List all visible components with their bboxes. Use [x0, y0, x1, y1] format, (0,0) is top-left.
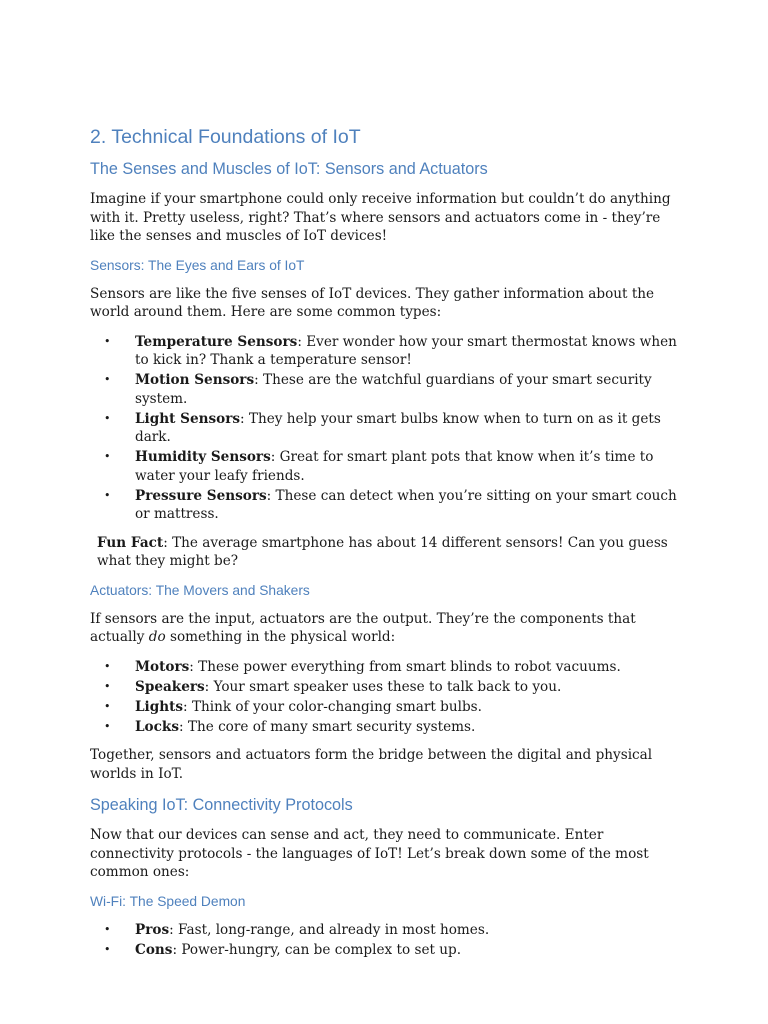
bullet-icon: • [104, 659, 111, 673]
bridge-paragraph: Together, sensors and actuators form the bridge between the digital and physical worlds in IoT. [90, 747, 653, 782]
list-item-term: Temperature Sensors [135, 333, 298, 350]
list-item-term: Humidity Sensors [135, 449, 271, 465]
list-item-term: Pros [135, 921, 170, 938]
list-item-term: Motors [135, 658, 190, 675]
list-item-term: Motion Sensors [135, 372, 255, 388]
list-item-term: Light Sensors [135, 410, 241, 427]
document-title: 2. Technical Foundations of IoT [90, 126, 361, 148]
subheading-sensors: Sensors: The Eyes and Ears of IoT [90, 257, 305, 273]
actuators-intro-text: If sensors are the input, actuators are the output. They’re the components that actually [90, 610, 636, 645]
bullet-icon: • [104, 699, 111, 713]
bullet-icon: • [104, 411, 111, 425]
bullet-icon: • [104, 719, 111, 733]
list-item-desc: : Think of your color-changing smart bulbs. [183, 698, 482, 715]
list-item-desc: : The core of many smart security systems. [178, 718, 476, 735]
list-item [90, 678, 684, 697]
actuators-intro-emphasis: do [148, 629, 166, 645]
list-item-desc: : Your smart speaker uses these to talk back to you. [204, 678, 562, 695]
list-item [90, 941, 684, 960]
list-item [90, 718, 684, 737]
bullet-icon: • [104, 922, 111, 936]
list-item [90, 658, 684, 677]
list-item-term: Pressure Sensors [135, 487, 267, 504]
bullet-icon: • [104, 450, 111, 463]
list-item-desc: : These can detect when you’re sitting on your smart couch or mattress. [135, 487, 677, 522]
list-item-desc: : Ever wonder how your smart thermostat knows when to kick in? Thank a temperature sensor! [135, 333, 677, 368]
bullet-icon: • [104, 488, 111, 502]
list-item-term: Lights [135, 698, 184, 715]
list-item-term: Cons [135, 941, 173, 958]
list-item-desc: : They help your smart bulbs know when to turn on as it gets dark. [135, 410, 661, 445]
bullet-icon: • [104, 334, 111, 348]
list-item [90, 410, 684, 447]
list-item [90, 333, 684, 370]
list-item [90, 487, 684, 524]
bullet-icon: • [104, 373, 111, 386]
intro-paragraph: Imagine if your smartphone could only receive information but couldn’t do anything with it. Pretty useless, right? That’s where sensors and actuators come in - they’re like the senses and muscles of IoT devices! [90, 191, 671, 244]
section-heading-connectivity: Speaking IoT: Connectivity Protocols [90, 796, 353, 814]
sensors-intro-paragraph: Sensors are like the five senses of IoT devices. They gather information about the world around them. Here are some common types: [90, 285, 655, 320]
subheading-actuators: Actuators: The Movers and Shakers [90, 582, 310, 598]
section-heading-sensors-actuators: The Senses and Muscles of IoT: Sensors and Actuators [90, 160, 488, 178]
fun-fact-label: Fun Fact [97, 534, 164, 551]
list-item [90, 698, 684, 717]
list-item-desc: : Great for smart plant pots that know when it’s time to water your leafy friends. [135, 449, 654, 484]
list-item-term: Locks [135, 718, 179, 735]
subheading-wifi: Wi-Fi: The Speed Demon [90, 893, 246, 909]
list-item-desc: : These power everything from smart blinds to robot vacuums. [189, 658, 621, 675]
list-item-term: Speakers [135, 678, 205, 695]
actuators-intro-text-end: something in the physical world: [165, 629, 396, 645]
list-item-desc: : Power-hungry, can be complex to set up. [172, 941, 462, 958]
bullet-icon: • [104, 942, 111, 956]
bullet-icon: • [104, 679, 111, 693]
list-item-desc: : These are the watchful guardians of your smart security system. [135, 372, 652, 407]
connectivity-intro-paragraph: Now that our devices can sense and act, they need to communicate. Enter connectivity protocols - the languages of IoT! Let’s break down some of the most common ones: [90, 827, 649, 880]
list-item [90, 371, 684, 408]
list-item [90, 921, 684, 940]
actuator-types-list [90, 658, 684, 737]
fun-fact-text: : The average smartphone has about 14 different sensors! Can you guess what they might be? [97, 534, 668, 569]
list-item [90, 448, 684, 485]
sensor-types-list [90, 333, 684, 524]
fun-fact-paragraph [90, 534, 684, 571]
actuators-intro-paragraph [90, 610, 684, 647]
list-item-desc: : Fast, long-range, and already in most homes. [169, 921, 490, 938]
wifi-pros-cons-list [90, 921, 684, 960]
